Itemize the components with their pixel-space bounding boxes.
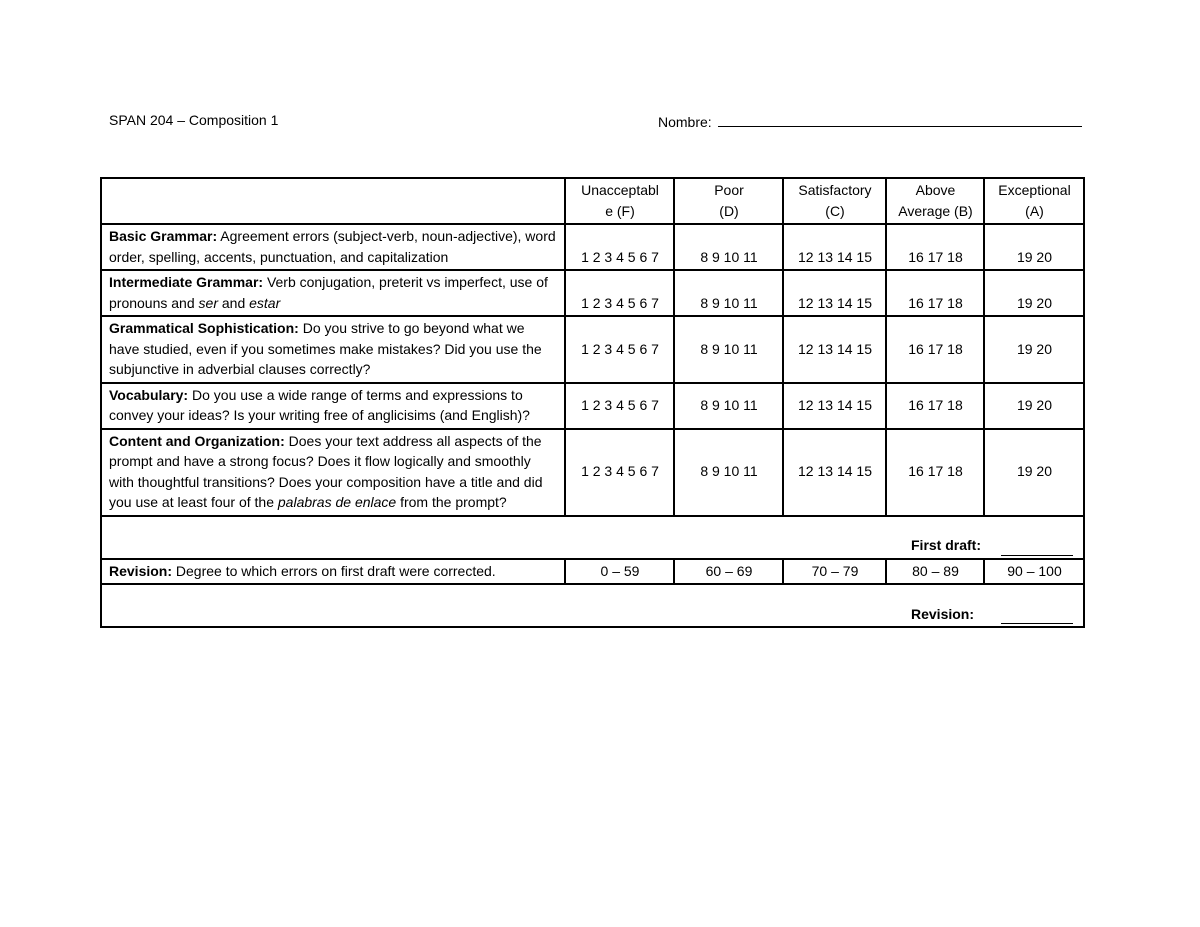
score-cell[interactable]: 16 17 18: [886, 383, 984, 429]
rubric-row-grammatical-sophistication: [101, 316, 1084, 383]
criterion-cell: Intermediate Grammar: Verb conjugation, preterit vs imperfect, use of pronouns and ser and estar: [101, 270, 565, 316]
first-draft-row: [101, 516, 1084, 559]
score-cell[interactable]: 12 13 14 15: [783, 383, 886, 429]
first-draft-blank[interactable]: [1001, 539, 1073, 556]
name-field[interactable]: [658, 112, 1082, 130]
score-cell[interactable]: 8 9 10 11: [674, 224, 783, 270]
rubric-row-intermediate-grammar: [101, 270, 1084, 316]
rubric-row-basic-grammar: [101, 224, 1084, 270]
criterion-cell: Grammatical Sophistication: Do you strive to go beyond what we have studied, even if you sometimes make mistakes? Did you use the subjunctive in adverbial clauses correctly?: [101, 316, 565, 383]
score-cell[interactable]: 16 17 18: [886, 270, 984, 316]
score-cell[interactable]: 8 9 10 11: [674, 316, 783, 383]
header-satisfactory: Satisfactory (C): [783, 178, 886, 224]
rubric-row-revision: [101, 559, 1084, 585]
score-cell[interactable]: 1 2 3 4 5 6 7: [565, 224, 674, 270]
document-header: [109, 112, 1089, 134]
criterion-cell: Vocabulary: Do you use a wide range of terms and expressions to convey your ideas? Is your writing free of anglicisims (and English)?: [101, 383, 565, 429]
revision-blank[interactable]: [1001, 607, 1073, 624]
name-label: Nombre:: [658, 114, 712, 130]
range-cell[interactable]: 80 – 89: [886, 559, 984, 585]
revision-total-row: [101, 584, 1084, 627]
score-cell[interactable]: 1 2 3 4 5 6 7: [565, 270, 674, 316]
header-unacceptable: Unacceptabl e (F): [565, 178, 674, 224]
score-cell[interactable]: 1 2 3 4 5 6 7: [565, 429, 674, 516]
first-draft-cell: [101, 516, 1084, 559]
score-cell[interactable]: 1 2 3 4 5 6 7: [565, 383, 674, 429]
score-cell[interactable]: 12 13 14 15: [783, 224, 886, 270]
range-cell[interactable]: 60 – 69: [674, 559, 783, 585]
score-cell[interactable]: 8 9 10 11: [674, 383, 783, 429]
score-cell[interactable]: 12 13 14 15: [783, 316, 886, 383]
range-cell[interactable]: 0 – 59: [565, 559, 674, 585]
score-cell[interactable]: 19 20: [984, 383, 1084, 429]
header-empty-cell: [101, 178, 565, 224]
rubric-row-vocabulary: [101, 383, 1084, 429]
score-cell[interactable]: 16 17 18: [886, 316, 984, 383]
course-title: SPAN 204 – Composition 1: [109, 112, 279, 128]
score-cell[interactable]: 16 17 18: [886, 224, 984, 270]
score-cell[interactable]: 19 20: [984, 224, 1084, 270]
grading-rubric-table: [100, 177, 1085, 628]
rubric-header-row: [101, 178, 1084, 224]
rubric-row-content-organization: [101, 429, 1084, 516]
revision-total-cell: [101, 584, 1084, 627]
score-cell[interactable]: 16 17 18: [886, 429, 984, 516]
header-above-average: Above Average (B): [886, 178, 984, 224]
range-cell[interactable]: 70 – 79: [783, 559, 886, 585]
header-exceptional: Exceptional (A): [984, 178, 1084, 224]
score-cell[interactable]: 19 20: [984, 429, 1084, 516]
score-cell[interactable]: 8 9 10 11: [674, 429, 783, 516]
score-cell[interactable]: 8 9 10 11: [674, 270, 783, 316]
score-cell[interactable]: 19 20: [984, 316, 1084, 383]
revision-label: Revision:: [911, 605, 975, 622]
score-cell[interactable]: 12 13 14 15: [783, 429, 886, 516]
criterion-cell: Basic Grammar: Agreement errors (subject-verb, noun-adjective), word order, spelling, accents, punctuation, and capitalization: [101, 224, 565, 270]
header-poor: Poor (D): [674, 178, 783, 224]
range-cell[interactable]: 90 – 100: [984, 559, 1084, 585]
name-blank-line[interactable]: [718, 112, 1082, 127]
score-cell[interactable]: 12 13 14 15: [783, 270, 886, 316]
score-cell[interactable]: 19 20: [984, 270, 1084, 316]
first-draft-label: First draft:: [911, 537, 981, 553]
criterion-cell: Content and Organization: Does your text address all aspects of the prompt and have a strong focus? Does it flow logically and smoothly with thoughtful transitions? Does your composition have a title and did you use at least four of the palabras de enlace from the prompt?: [101, 429, 565, 516]
criterion-cell: Revision: Degree to which errors on first draft were corrected.: [101, 559, 565, 585]
score-cell[interactable]: 1 2 3 4 5 6 7: [565, 316, 674, 383]
